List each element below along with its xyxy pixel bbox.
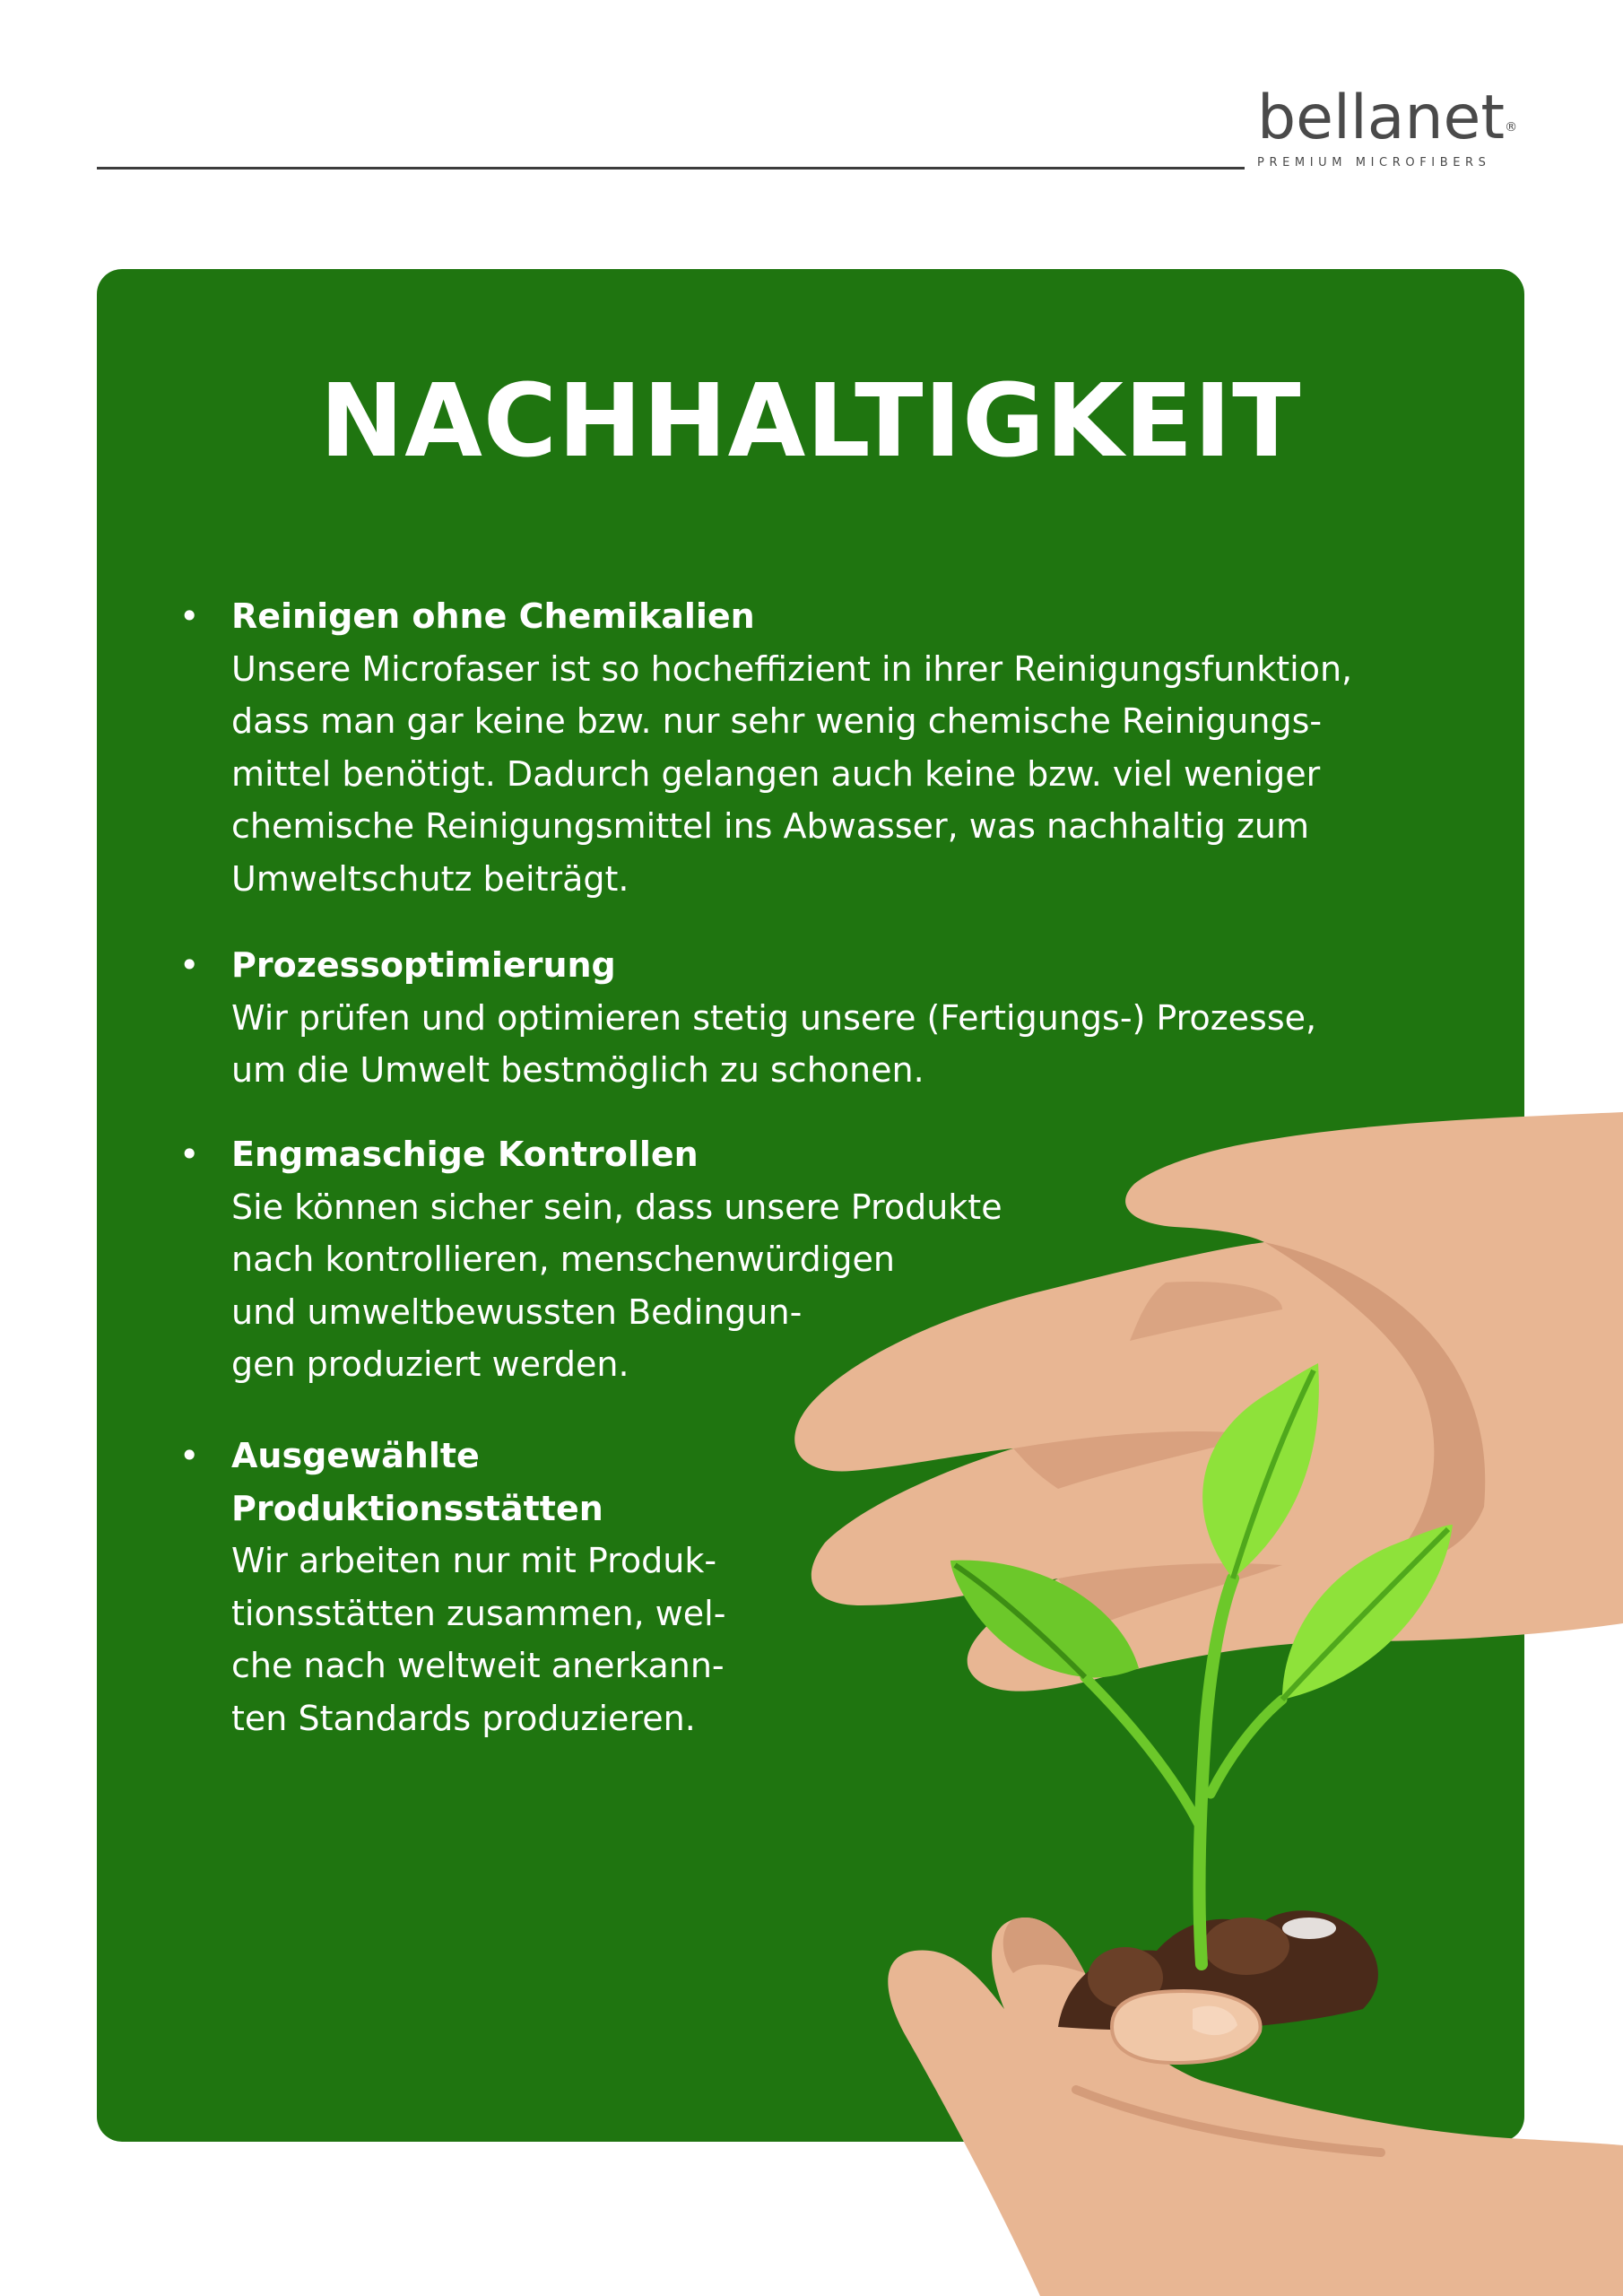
feature-body-line: Wir prüfen und optimieren stetig unsere (Fertigungs-) Prozesse, <box>231 997 1317 1038</box>
feature-body-line: gen produziert werden. <box>231 1344 629 1384</box>
feature-body-line: nach kontrollieren, menschenwürdigen <box>231 1239 895 1279</box>
page-title: NACHHALTIGKEIT <box>319 363 1302 480</box>
feature-body-line: che nach weltweit anerkann- <box>231 1646 725 1685</box>
feature-body-line: mittel benötigt. Dadurch gelangen auch keine bzw. viel weniger <box>231 753 1321 794</box>
feature-body-line: Unsere Microfaser ist so hocheffizient in ihrer Reinigungsfunktion, <box>231 648 1353 689</box>
feature-item-production-sites <box>179 1430 726 1744</box>
feature-body-line: um die Umwelt bestmöglich zu schonen. <box>231 1050 924 1090</box>
feature-heading: Prozessoptimierung <box>231 945 616 985</box>
feature-item-controls <box>179 1128 1002 1391</box>
brand-tagline: PREMIUM MICROFIBERS <box>1257 156 1491 170</box>
left-stem-icon <box>1085 1677 1202 1830</box>
feature-body-line: Wir arbeiten nur mit Produk- <box>231 1541 717 1580</box>
feature-body-line: Umweltschutz beiträgt. <box>231 858 629 899</box>
soil-highlight-icon <box>1282 1918 1336 1939</box>
feature-body-line: chemische Reinigungsmittel ins Abwasser, was nachhaltig zum <box>231 806 1310 846</box>
side-stem-icon <box>1211 1700 1282 1794</box>
bullet-icon: • <box>179 1436 200 1475</box>
feature-heading: Reinigen ohne Chemikalien <box>231 596 755 636</box>
bullet-icon: • <box>179 1135 200 1174</box>
feature-body-line: und umweltbewussten Bedingun- <box>231 1292 803 1332</box>
feature-body-line: tionsstätten zusammen, wel- <box>231 1593 726 1633</box>
bullet-icon: • <box>179 596 200 636</box>
feature-body-line: ten Standards produzieren. <box>231 1698 696 1738</box>
soil-clump-2-icon <box>1203 1918 1289 1975</box>
thumb-icon <box>1112 1991 1261 2063</box>
feature-item-process <box>179 939 1317 1097</box>
brand-name: bellanet <box>1257 83 1506 153</box>
registered-mark: ® <box>1505 120 1518 135</box>
feature-heading: Engmaschige Kontrollen <box>231 1135 699 1174</box>
feature-heading: Ausgewählte <box>231 1436 480 1475</box>
feature-body-line: Sie können sicher sein, dass unsere Produkte <box>231 1187 1002 1227</box>
bullet-icon: • <box>179 945 200 985</box>
feature-item-chemicals <box>179 590 1353 905</box>
feature-body-line: dass man gar keine bzw. nur sehr wenig chemische Reinigungs- <box>231 701 1323 741</box>
feature-heading: Produktionsstätten <box>231 1488 603 1528</box>
